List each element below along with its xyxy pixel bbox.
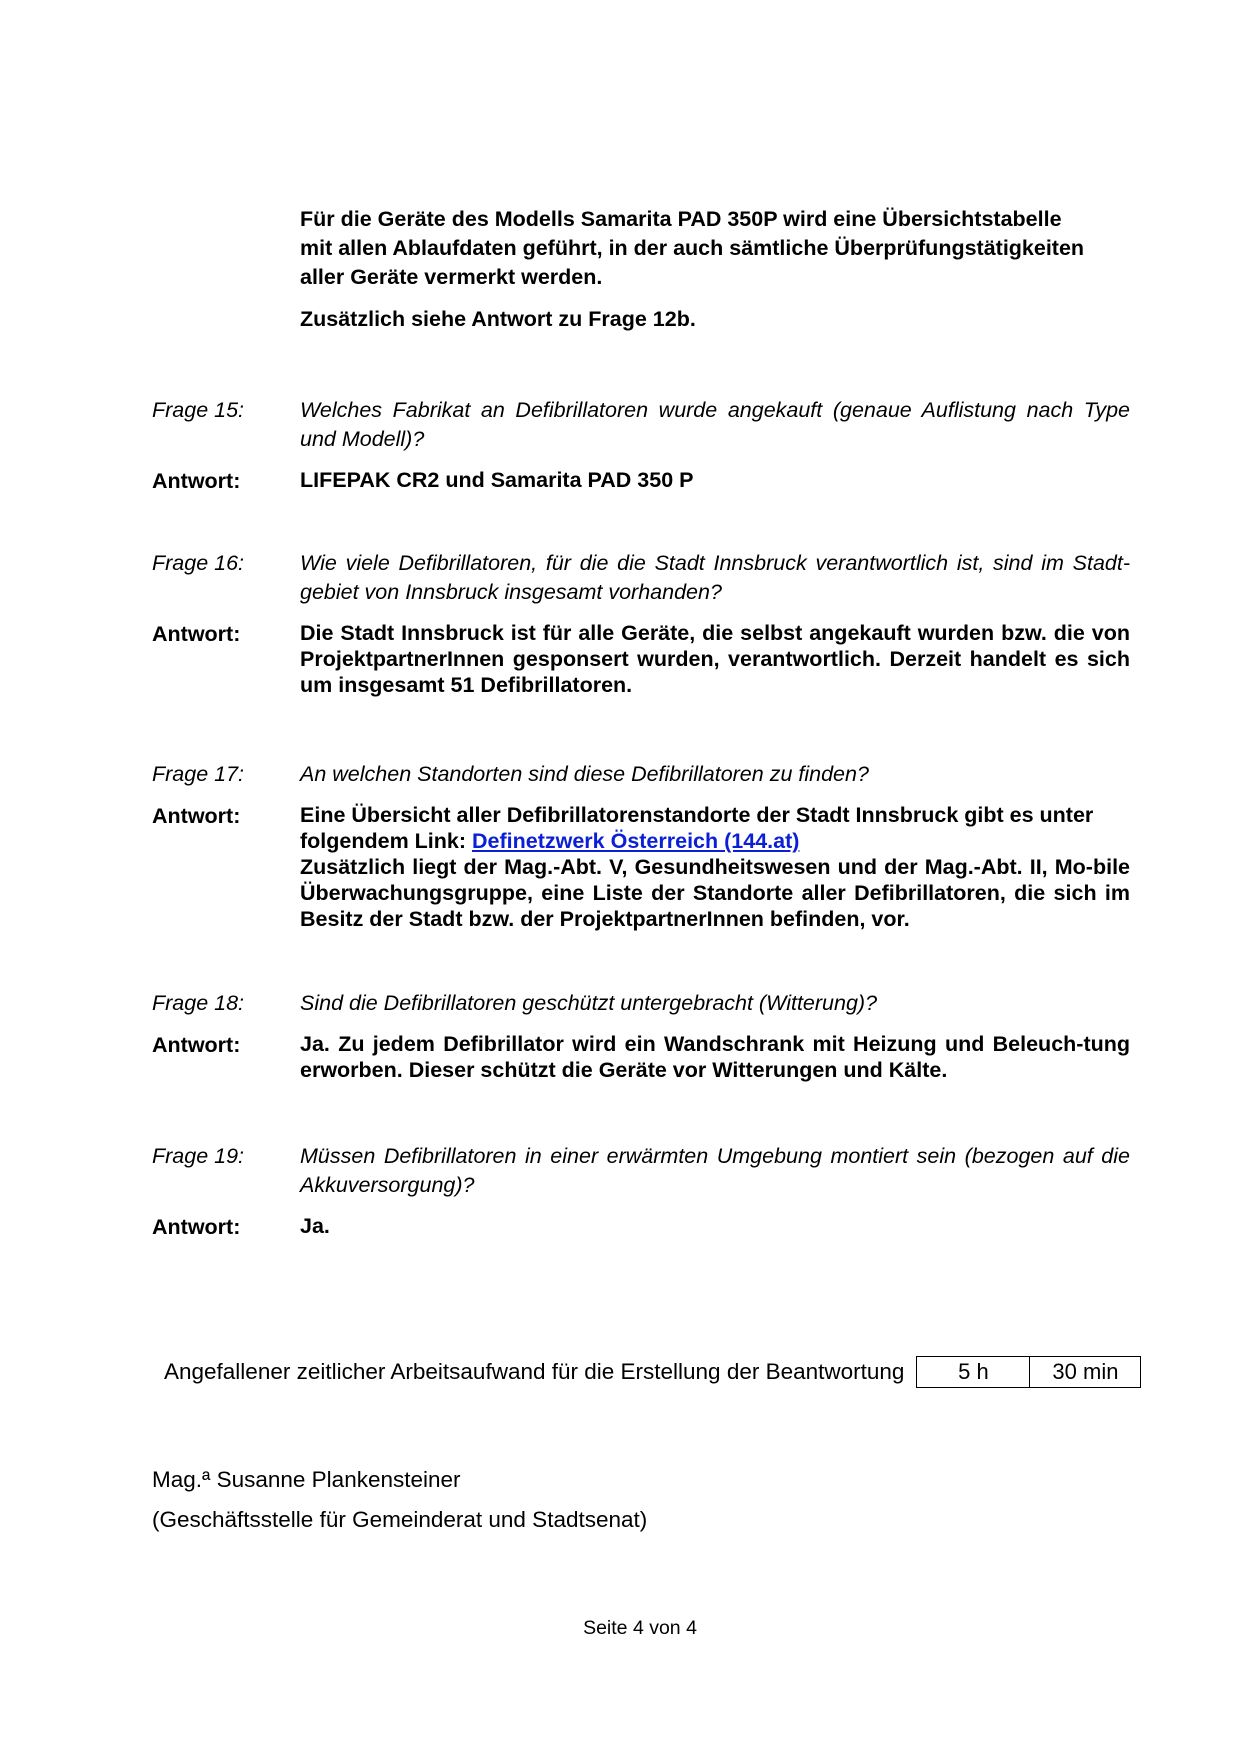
answer-label: Antwort: (152, 469, 241, 493)
answer-line: Eine Übersicht aller Defibrillatorenstandorte der Stadt Innsbruck gibt es unter (300, 803, 1094, 827)
qa-16 (152, 549, 1130, 698)
answer-label: Antwort: (152, 1033, 241, 1057)
answer-text: LIFEPAK CR2 und Samarita PAD 350 P (300, 468, 694, 492)
question-text: An welchen Standorten sind diese Defibrillatoren zu finden? (300, 762, 869, 786)
intro-line: aller Geräte vermerkt werden. (300, 265, 603, 289)
effort-row (164, 1356, 1141, 1388)
answer-label: Antwort: (152, 804, 241, 828)
signature-name: Mag.ª Susanne Plankensteiner (152, 1467, 461, 1492)
answer-row (152, 1213, 1130, 1242)
qa-17 (152, 760, 1130, 932)
question-label: Frage 19: (152, 1144, 245, 1168)
answer-row (152, 467, 1130, 496)
qa-15 (152, 396, 1130, 496)
effort-minutes: 30 min (1052, 1359, 1119, 1384)
effort-hours: 5 h (917, 1357, 1030, 1387)
answer-label: Antwort: (152, 1215, 241, 1239)
answer-row (152, 1031, 1130, 1083)
answer-row (152, 802, 1130, 932)
page-number: Seite 4 von 4 (583, 1617, 697, 1639)
question-text: Welches Fabrikat an Defibrillatoren wurde angekauft (genaue Auflistung nach Type und Modell)? (300, 398, 1130, 451)
answer-text: Die Stadt Innsbruck ist für alle Geräte, die selbst angekauft wurden bzw. die von ProjektpartnerInnen gesponsert wurden, verantwortlich. Derzeit handelt es sich um insgesamt 51 Defibrillatoren. (300, 621, 1130, 697)
question-label: Frage 18: (152, 991, 245, 1015)
definetzwerk-link[interactable]: Definetzwerk Österreich (144.at) (472, 829, 800, 853)
answer-link-line (300, 828, 1130, 854)
question-row (152, 396, 1130, 454)
answer-text: Ja. Zu jedem Defibrillator wird ein Wandschrank mit Heizung und Beleuch-tung erworben. Dieser schützt die Geräte vor Witterungen und Kälte. (300, 1032, 1130, 1082)
link-prefix: folgendem Link: (300, 829, 472, 853)
intro-paragraph (300, 205, 1130, 292)
qa-18 (152, 989, 1130, 1083)
intro-line: mit allen Ablaufdaten geführt, in der auch sämtliche Überprüfungstätigkeiten (300, 236, 1085, 260)
answer-row (152, 620, 1130, 698)
question-label: Frage 16: (152, 551, 245, 575)
effort-label: Angefallener zeitlicher Arbeitsaufwand für die Erstellung der Beantwortung (164, 1359, 905, 1384)
answer-label: Antwort: (152, 622, 241, 646)
signature-department: (Geschäftsstelle für Gemeinderat und Stadtsenat) (152, 1507, 648, 1532)
effort-table (916, 1356, 1141, 1388)
qa-19 (152, 1142, 1130, 1242)
intro-extra: Zusätzlich siehe Antwort zu Frage 12b. (300, 307, 696, 331)
question-label: Frage 15: (152, 398, 245, 422)
question-label: Frage 17: (152, 762, 245, 786)
intro-line: Für die Geräte des Modells Samarita PAD 350P wird eine Übersichtstabelle (300, 207, 1062, 231)
question-row (152, 1142, 1130, 1200)
question-text: Sind die Defibrillatoren geschützt untergebracht (Witterung)? (300, 991, 878, 1015)
answer-text: Ja. (300, 1214, 330, 1238)
question-row (152, 760, 1130, 789)
question-row (152, 989, 1130, 1018)
answer-text (300, 802, 1130, 932)
question-row (152, 549, 1130, 607)
question-text: Wie viele Defibrillatoren, für die die Stadt Innsbruck verantwortlich ist, sind im Stadt-gebiet von Innsbruck insgesamt vorhanden? (300, 551, 1130, 604)
answer-rest: Zusätzlich liegt der Mag.-Abt. V, Gesundheitswesen und der Mag.-Abt. II, Mo-bile Überwachungsgruppe, eine Liste der Standorte aller Defibrillatoren, die sich im Besitz der Stadt bzw. der ProjektpartnerInnen befinden, vor. (300, 855, 1130, 931)
question-text: Müssen Defibrillatoren in einer erwärmten Umgebung montiert sein (bezogen auf die Akkuversorgung)? (300, 1144, 1130, 1197)
